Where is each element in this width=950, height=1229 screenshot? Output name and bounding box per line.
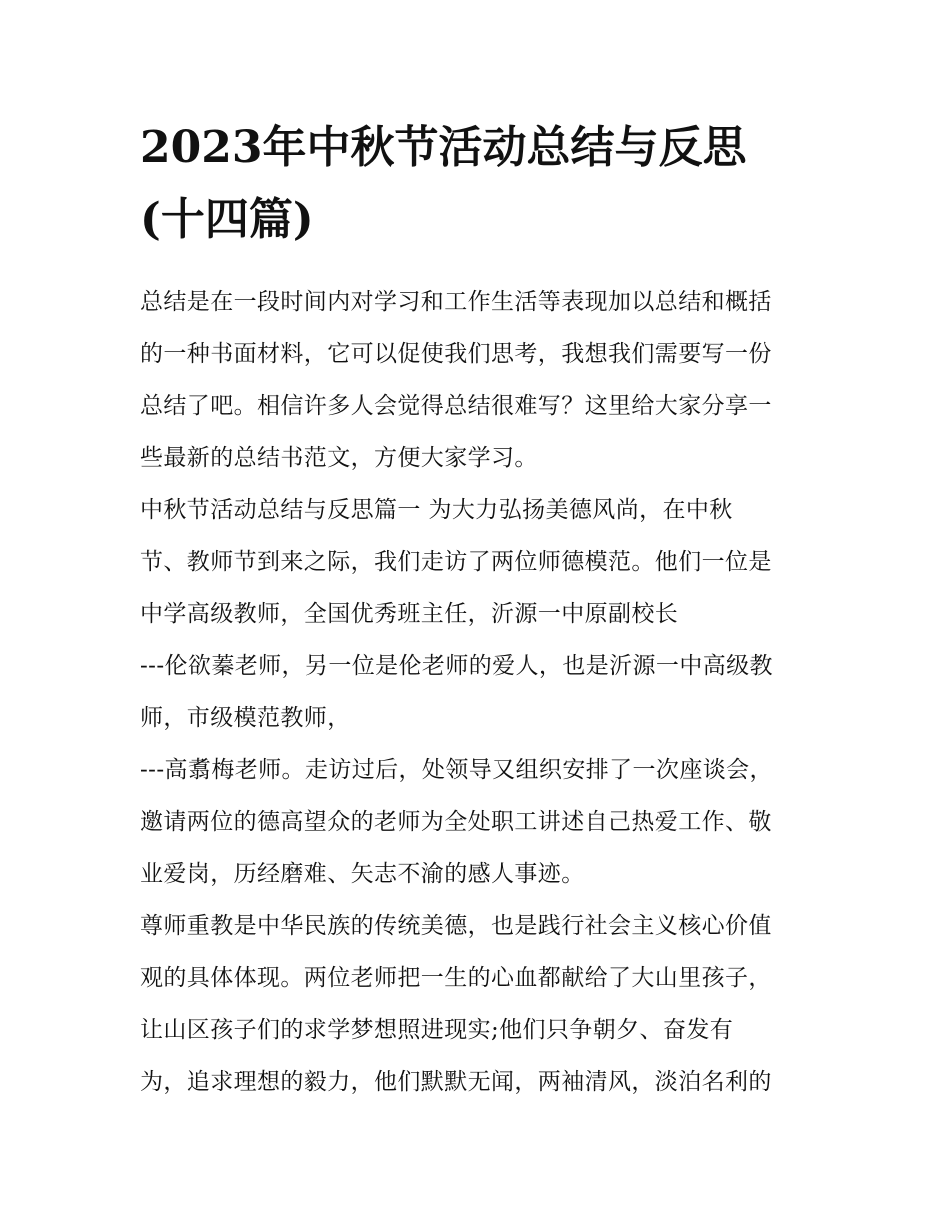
body-line: 为，追求理想的毅力，他们默默无闻，两袖清风，淡泊名利的 [140, 1069, 772, 1095]
body-line: 师，市级模范教师， [140, 705, 351, 731]
title-line-1: 2023年中秋节活动总结与反思 [140, 122, 747, 173]
body-line: 观的具体体现。两位老师把一生的心血都献给了大山里孩子， [140, 965, 772, 991]
body-line: 尊师重教是中华民族的传统美德，也是践行社会主义核心价值 [140, 913, 772, 939]
body-line: ---高翥梅老师。走访过后，处领导又组织安排了一次座谈会， [140, 757, 773, 783]
body-line: 邀请两位的德高望众的老师为全处职工讲述自己热爱工作、敬 [140, 809, 772, 835]
body-line: 的一种书面材料，它可以促使我们思考，我想我们需要写一份 [140, 341, 772, 367]
body-line: 总结了吧。相信许多人会觉得总结很难写？这里给大家分享一 [140, 393, 772, 419]
body-line: 业爱岗，历经磨难、矢志不渝的感人事迹。 [140, 861, 585, 887]
body-line: 总结是在一段时间内对学习和工作生活等表现加以总结和概括 [140, 289, 772, 315]
document-body [140, 276, 820, 1108]
document-content [140, 112, 820, 1108]
body-line: ---伦欲蓁老师，另一位是伦老师的爱人，也是沂源一中高级教 [140, 653, 773, 679]
title-line-2: (十四篇) [140, 194, 314, 245]
body-line: 些最新的总结书范文，方便大家学习。 [140, 445, 538, 471]
body-line: 让山区孩子们的求学梦想照进现实;他们只争朝夕、奋发有 [140, 1017, 734, 1043]
body-line: 节、教师节到来之际，我们走访了两位师德模范。他们一位是 [140, 549, 772, 575]
body-line: 中秋节活动总结与反思篇一 为大力弘扬美德风尚，在中秋 [140, 497, 733, 523]
document-title [140, 112, 820, 256]
body-line: 中学高级教师，全国优秀班主任，沂源一中原副校长 [140, 601, 679, 627]
